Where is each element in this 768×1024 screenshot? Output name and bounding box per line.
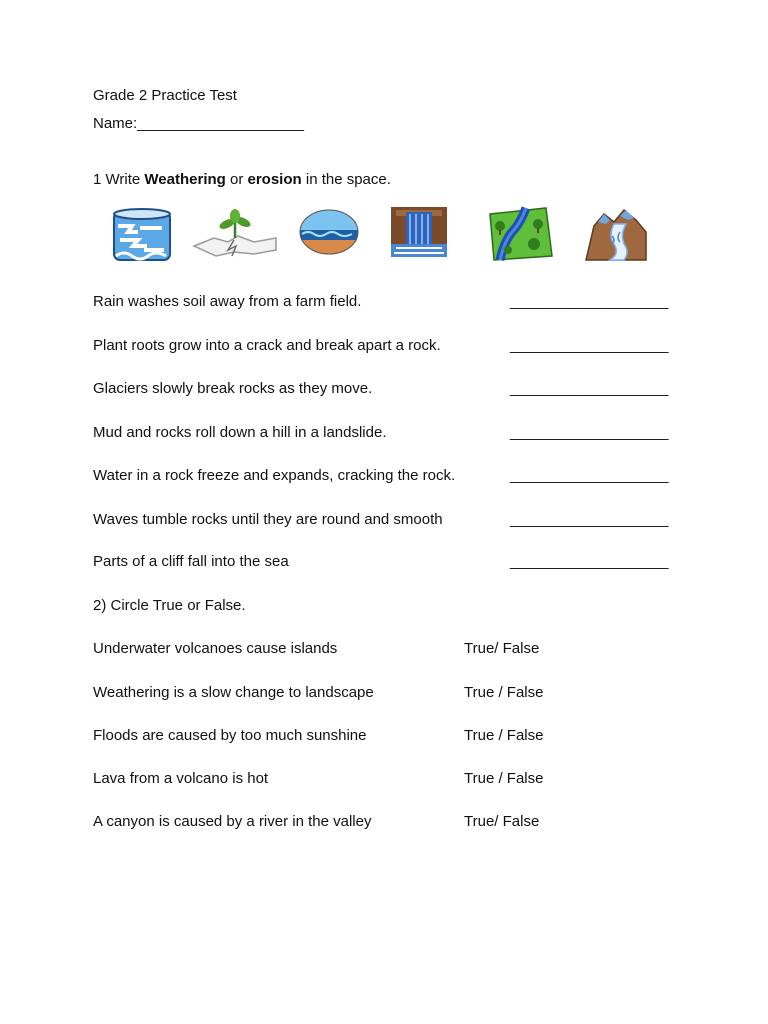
weathering-item-5: Water in a rock freeze and expands, cracking the rock. — [93, 467, 456, 484]
weathering-item-3: Glaciers slowly break rocks as they move. — [93, 380, 373, 397]
answer-blank-4[interactable]: ___________________ — [510, 424, 669, 441]
true-false-item-1: Underwater volcanoes cause islands — [93, 640, 338, 657]
answer-blank-1[interactable]: ___________________ — [510, 293, 669, 310]
name-field[interactable]: Name:____________________ — [93, 115, 305, 132]
ocean-waves-icon — [298, 206, 360, 256]
answer-blank-3[interactable]: ___________________ — [510, 380, 669, 397]
answer-blank-7[interactable]: ___________________ — [510, 553, 669, 570]
true-false-choice-4[interactable]: True / False — [464, 770, 544, 787]
true-false-choice-5[interactable]: True/ False — [464, 813, 540, 830]
illustration-strip — [108, 206, 668, 268]
true-false-item-3: Floods are caused by too much sunshine — [93, 727, 367, 744]
true-false-item-5: A canyon is caused by a river in the valley — [93, 813, 372, 830]
answer-blank-2[interactable]: ___________________ — [510, 337, 669, 354]
true-false-item-2: Weathering is a slow change to landscape — [93, 684, 374, 701]
weathering-item-6: Waves tumble rocks until they are round and smooth — [93, 511, 443, 528]
true-false-choice-2[interactable]: True / False — [464, 684, 544, 701]
instruction-word-weathering: Weathering — [144, 171, 226, 188]
answer-blank-5[interactable]: ___________________ — [510, 467, 669, 484]
answer-blank-6[interactable]: ___________________ — [510, 511, 669, 528]
section1-instruction — [93, 171, 391, 189]
true-false-choice-3[interactable]: True / False — [464, 727, 544, 744]
true-false-choice-1[interactable]: True/ False — [464, 640, 540, 657]
glacier-ice-icon — [110, 206, 174, 264]
waterfall-icon — [390, 206, 448, 258]
weathering-item-7: Parts of a cliff fall into the sea — [93, 553, 289, 570]
weathering-item-2: Plant roots grow into a crack and break apart a rock. — [93, 337, 441, 354]
page-title: Grade 2 Practice Test — [93, 87, 237, 104]
weathering-item-4: Mud and rocks roll down a hill in a landslide. — [93, 424, 387, 441]
true-false-item-4: Lava from a volcano is hot — [93, 770, 269, 787]
plant-in-rock-crack-icon — [192, 206, 278, 262]
instruction-word-erosion: erosion — [247, 171, 302, 188]
instruction-prefix: 1 Write — [93, 171, 145, 188]
section2-instruction: 2) Circle True or False. — [93, 597, 246, 614]
weathering-item-1: Rain washes soil away from a farm field. — [93, 293, 362, 310]
river-valley-icon — [486, 206, 554, 262]
rocky-mountain-stream-icon — [584, 206, 648, 262]
instruction-middle: or — [225, 171, 248, 188]
instruction-suffix: in the space. — [301, 171, 391, 188]
